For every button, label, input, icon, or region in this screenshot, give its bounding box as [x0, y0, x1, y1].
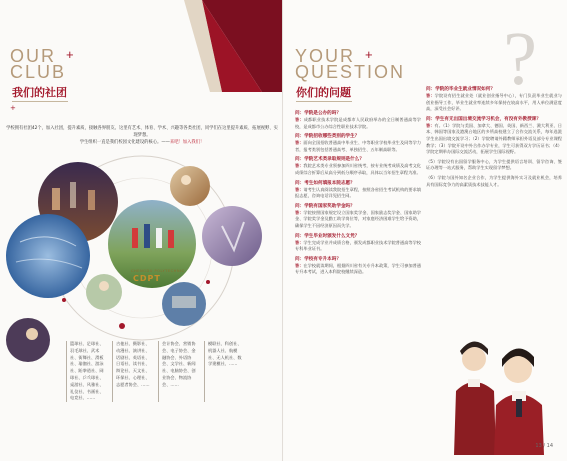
title-en-our: OUR — [10, 46, 56, 66]
intro-paragraph — [6, 125, 278, 146]
faq-answer — [295, 240, 421, 253]
club-column-2: 吉他社、摄影社、动漫社、演讲社、话剧社、英语社、日语社、读书社、辩论社、天文社、环保社、心理社、志愿者协会、…… — [112, 341, 152, 402]
faq-question: 问：学院是公办的吗？ — [295, 111, 341, 116]
faq-answer — [426, 123, 562, 156]
title-divider — [12, 101, 68, 102]
corner-decoration — [162, 0, 282, 92]
answer-text: 面向全国招收普通高中毕业生、中等职业学校毕业生及同等学力者，报考类别包括普通高考、单独招生、五年制高职等。 — [295, 140, 421, 152]
club-column-1: 篮球社、足球社、羽毛球社、武术社、街舞社、滑板社、瑜伽社、游泳社、跆拳道社、网球社、乒乓球社、桌游社、风雅社、礼仪社、书画社、电竞社、…… — [66, 341, 106, 402]
faq-answer — [295, 117, 421, 130]
answer-text: 在学校就读期间，根据四川省有关专升本政策，学生可参加普通专升本考试，进入本科院校继续深造。 — [295, 262, 421, 275]
answer-prefix: 答： — [295, 117, 304, 122]
faq-column-right — [426, 86, 562, 191]
faq-answer-continued: （5）学院设有出国留学服务中心，为学生提供语言培训、留学咨询、签证办理等一站式服务，帮助学生实现留学梦想。 — [426, 158, 562, 171]
faq-answer — [295, 140, 421, 153]
answer-text: 学生完成学业并成绩合格，颁发成都职业技术学院普通高等学校专科毕业证书。 — [295, 239, 421, 252]
faq-item — [295, 233, 421, 253]
answer-prefix: 答： — [295, 140, 304, 146]
faq-question: 问：学生有无出国出境交流学习机会，有没有外教授课？ — [426, 116, 541, 122]
faq-question: 问：考生如何填报本院志愿？ — [295, 180, 355, 186]
answer-prefix: 答： — [295, 163, 304, 169]
question-title-en — [295, 47, 405, 80]
club-column-4: 模联社、科创社、机器人社、航模社、无人机社、数学建模社、…… — [204, 341, 244, 402]
faq-answer — [426, 93, 562, 113]
plus-icon: + — [66, 47, 76, 62]
club-list — [66, 341, 276, 402]
club-title-cn: 我们的社团 — [12, 86, 67, 99]
faq-item — [295, 180, 421, 200]
title-en-club: CLUB — [10, 62, 67, 82]
answer-prefix: 答： — [295, 239, 304, 245]
answer-prefix: 答： — [295, 262, 304, 268]
intro-highlight: 来吧！加入我们！ — [169, 140, 205, 145]
faq-question: 问：学院招收哪些类别的学生？ — [295, 134, 360, 140]
faq-answer — [295, 163, 421, 176]
faq-question: 问：学生毕业时颁发什么文凭？ — [295, 233, 360, 239]
answer-text: 有。（1）学院与美国、加拿大、德国、英国、新西兰、澳大利亚、日本、韩国等国家及港澳台地区的多所高校建立了合作交流关系，每年选派学生出国出境交流学习；（2）学院聘请外籍教师承担外语及部分专业课程教学；（3）学院开设中外合作办学专业，学生可获得双方学历证书；（4）学院定期举办国际交流活动，拓展学生国际视野。 — [426, 122, 562, 155]
answer-text: 学院设有招生就业处（就业创业指导中心），专门负责毕业生就业与创业指导工作，毕业生就业率连续多年保持在较高水平，用人单位满意度高，深受社会好评。 — [426, 93, 562, 112]
answer-prefix: 答： — [295, 186, 304, 192]
faq-question: 问：学院艺术类录取规则是什么？ — [295, 157, 364, 163]
title-divider — [296, 101, 352, 102]
faq-item — [295, 133, 421, 153]
answer-prefix: 答： — [426, 122, 435, 128]
faq-question: 问：学校有专升本吗？ — [295, 256, 341, 262]
faq-item — [295, 110, 421, 130]
collage-logo-text: CDPT — [133, 274, 161, 283]
answer-prefix: 答： — [295, 209, 304, 215]
answer-text: 我院艺术类专业须参加四川省统考，按专业统考成绩及高考文化成绩综合折算后从高分到低分顺序录取，具体以当年招生章程为准。 — [295, 163, 421, 175]
faq-answer — [295, 263, 421, 276]
faq-item — [295, 203, 421, 230]
faq-item — [295, 156, 421, 176]
faq-item — [426, 175, 562, 188]
club-column-3: 会计协会、营销协会、电子协会、金融协会、外语协会、文学社、新闻社、电脑协会、创业协会、物流协会、…… — [158, 341, 198, 402]
title-en-your: YOUR — [295, 46, 356, 66]
collage-caption-en: CHENGDU POLYTECHNIC — [131, 269, 185, 273]
answer-prefix: 答： — [426, 93, 435, 98]
small-plus-icon: + — [10, 104, 16, 112]
answer-text: 成都职业技术学院是成都市人民政府举办的全日制普通高等学校，是成都市公办综合性职业技术学院。 — [295, 117, 421, 129]
faq-question: 问：学院有国家奖助学金吗？ — [295, 203, 355, 209]
faq-answer — [295, 187, 421, 200]
title-en-question: QUESTION — [295, 62, 406, 82]
faq-question: 问：学院的毕业生就业情况如何？ — [426, 87, 495, 92]
faq-answer — [295, 210, 421, 230]
left-page — [0, 0, 283, 461]
students-photo — [432, 325, 562, 455]
intro-text-2: 学生组织一直是我们校园文化建设的核心。—— — [79, 140, 170, 145]
question-mark-icon: ? — [503, 17, 537, 101]
page-number: 13 / 14 — [535, 443, 553, 449]
faq-item — [426, 159, 562, 172]
faq-column-left — [295, 110, 421, 279]
faq-answer-continued: （6）学院与国外知名企业合作，为学生提供海外实习及就业机会，培养具有国际竞争力的高素质技术技能人才。 — [426, 174, 562, 187]
faq-item — [426, 86, 562, 113]
plus-icon: + — [365, 47, 375, 62]
answer-text: 学院按照国家规定设立国家奖学金、国家励志奖学金、国家助学金、学院奖学金及勤工助学岗位等，对家庭经济困难学生给予资助，确保学生不因经济原因而失学。 — [295, 209, 421, 228]
faq-item — [295, 256, 421, 276]
answer-text: 请考生认真阅读我院招生章程，按照各省招生考试机构的要求填报志愿，咨询电话详见招生网。 — [295, 186, 421, 199]
question-title-cn: 你们的问题 — [296, 86, 351, 99]
club-title-en — [10, 47, 76, 80]
intro-text-1: 学校拥有社团42个，加入社团，提升素质，接触各界朋友。这里有艺术、体育、学术、兴趣等各类社团，同学们在这里提升素质、拓展视野、实现梦想。 — [6, 126, 278, 138]
right-page — [284, 0, 567, 461]
faq-item — [426, 116, 562, 156]
